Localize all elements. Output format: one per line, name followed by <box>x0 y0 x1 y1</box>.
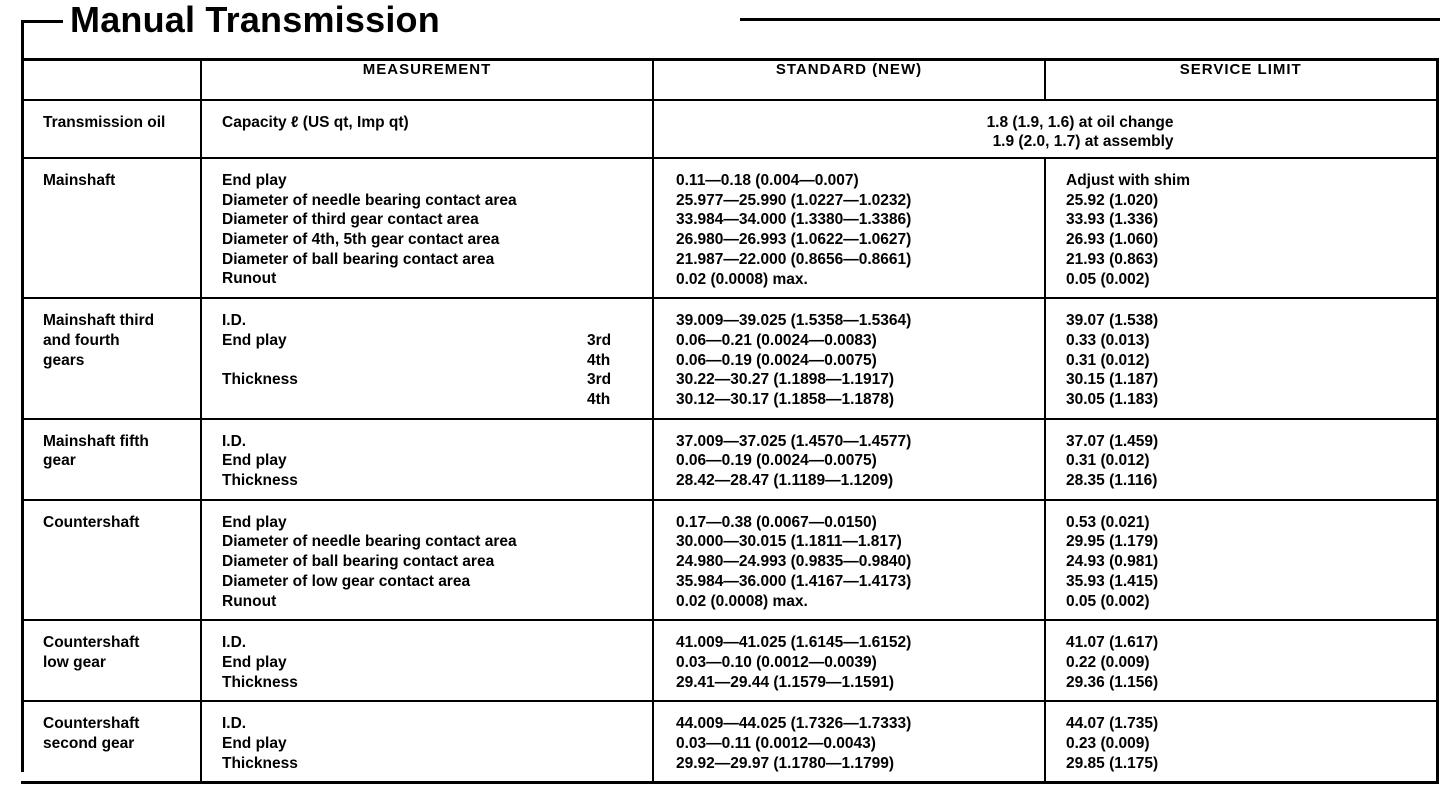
standard-value: 44.009—44.025 (1.7326—1.7333) <box>676 715 912 733</box>
measurement-entry <box>222 633 652 653</box>
measurement-entry <box>222 532 652 552</box>
item-name-line: Mainshaft <box>43 172 116 189</box>
standard-value: 28.42—28.47 (1.1189—1.1209) <box>676 472 894 490</box>
service-limit-value: 44.07 (1.735) <box>1066 715 1159 733</box>
service-limit-value: 0.31 (0.012) <box>1066 351 1150 369</box>
service-limit-value: 29.95 (1.179) <box>1066 533 1159 551</box>
header-measurement: MEASUREMENT <box>201 60 653 101</box>
table-row <box>21 620 1437 701</box>
standard-value: 25.977—25.990 (1.0227—1.0232) <box>676 191 912 209</box>
table-row <box>21 500 1437 621</box>
item-name-line: Mainshaft third <box>43 312 155 330</box>
measurement-entry <box>222 451 652 471</box>
service-limit-value: 21.93 (0.863) <box>1066 250 1159 268</box>
measurement-label: Diameter of 4th, 5th gear contact area <box>222 231 500 249</box>
measurement-entry <box>222 432 652 452</box>
item-name-line: second gear <box>43 735 135 753</box>
standard-value: 0.03—0.10 (0.0012—0.0039) <box>676 653 877 671</box>
table-row <box>21 298 1437 419</box>
service-limit-value: 37.07 (1.459) <box>1066 432 1159 450</box>
title-rule-right <box>740 18 1440 21</box>
measurement-list <box>202 702 652 773</box>
page-title: Manual Transmission <box>70 0 440 40</box>
service-limit-value: 35.93 (1.415) <box>1066 572 1159 590</box>
service-limit-value: 0.53 (0.021) <box>1066 513 1150 531</box>
standard-value: 29.41—29.44 (1.1579—1.1591) <box>676 673 895 691</box>
service-limit-value: 29.85 (1.175) <box>1066 754 1159 772</box>
measurement-entry <box>222 552 652 572</box>
table-row <box>21 701 1437 782</box>
standard-value: 30.000—30.015 (1.1811—1.817) <box>676 533 902 551</box>
item-name <box>21 702 200 753</box>
item-name-line: Countershaft <box>43 513 140 531</box>
standard-list <box>654 702 1044 773</box>
measurement-label: Diameter of needle bearing contact area <box>222 191 517 209</box>
measurement-cell <box>201 620 653 701</box>
measurement-label: I.D. <box>222 312 247 330</box>
measurement-entry <box>222 471 652 491</box>
standard-value: 0.02 (0.0008) max. <box>676 270 808 288</box>
header-row <box>21 60 1437 101</box>
standard-value: 33.984—34.000 (1.3380—1.3386) <box>676 211 912 229</box>
service-limit-value: 30.15 (1.187) <box>1066 371 1159 389</box>
item-name-line: Countershaft <box>43 634 140 652</box>
gear-qualifier: 3rd <box>587 371 612 389</box>
standard-value: 0.11—0.18 (0.004—0.007) <box>676 172 859 189</box>
measurement-label: Diameter of low gear contact area <box>222 572 471 590</box>
item-cell <box>21 701 201 782</box>
item-name-line: gear <box>43 452 76 470</box>
service-limit-value: 0.31 (0.012) <box>1066 452 1150 470</box>
service-limit-value: 0.23 (0.009) <box>1066 735 1150 753</box>
measurement-label: End play <box>222 452 287 470</box>
service-limit-cell <box>1045 158 1437 298</box>
service-limit-value: 33.93 (1.336) <box>1066 211 1159 229</box>
standard-cell <box>653 158 1045 298</box>
standard-value: 39.009—39.025 (1.5358—1.5364) <box>676 312 912 330</box>
measurement-label: Thickness <box>222 673 298 691</box>
measurement-entry <box>222 351 652 371</box>
measurement-label: Diameter of third gear contact area <box>222 211 479 229</box>
table-row <box>21 419 1437 500</box>
service-limit-value: 0.05 (0.002) <box>1066 270 1150 288</box>
measurement-entry <box>222 390 652 410</box>
service-limit-list <box>1046 621 1436 692</box>
standard-value: 0.17—0.38 (0.0067—0.0150) <box>676 513 877 531</box>
measurement-entry <box>222 754 652 774</box>
gear-qualifier: 4th <box>587 351 611 369</box>
oil-item: Transmission oil <box>43 114 166 131</box>
measurement-entry <box>222 592 652 612</box>
measurement-cell <box>201 500 653 621</box>
service-limit-value: 0.22 (0.009) <box>1066 653 1150 671</box>
measurement-entry <box>222 171 652 191</box>
measurement-label: I.D. <box>222 432 247 450</box>
standard-value: 37.009—37.025 (1.4570—1.4577) <box>676 432 912 450</box>
service-limit-value: 25.92 (1.020) <box>1066 191 1159 209</box>
standard-list <box>654 299 1044 410</box>
measurement-label: Thickness <box>222 371 298 389</box>
measurement-entry <box>222 673 652 693</box>
oil-measurement: Capacity ℓ (US qt, Imp qt) <box>222 114 409 131</box>
measurement-list <box>202 159 652 289</box>
item-name-line: low gear <box>43 653 106 671</box>
standard-value: 35.984—36.000 (1.4167—1.4173) <box>676 572 912 590</box>
standard-cell <box>653 500 1045 621</box>
spec-table <box>21 58 1439 784</box>
standard-value: 21.987—22.000 (0.8656—0.8661) <box>676 250 912 268</box>
measurement-label: End play <box>222 331 287 349</box>
service-limit-list <box>1046 159 1436 289</box>
measurement-list <box>202 621 652 692</box>
service-limit-value: 28.35 (1.116) <box>1066 472 1158 490</box>
measurement-list <box>202 501 652 611</box>
measurement-label: End play <box>222 735 287 753</box>
service-limit-list <box>1046 420 1436 491</box>
measurement-label: Runout <box>222 270 277 288</box>
table-row <box>21 158 1437 298</box>
item-name-line: Mainshaft fifth <box>43 432 149 450</box>
measurement-label: Diameter of needle bearing contact area <box>222 533 517 551</box>
service-limit-list <box>1046 299 1436 410</box>
service-limit-cell <box>1045 298 1437 419</box>
item-cell <box>21 298 201 419</box>
measurement-entry <box>222 734 652 754</box>
measurement-entry <box>222 653 652 673</box>
measurement-entry <box>222 250 652 270</box>
service-limit-value: 39.07 (1.538) <box>1066 312 1159 330</box>
measurement-label: I.D. <box>222 715 247 733</box>
standard-list <box>654 159 1044 289</box>
measurement-label: End play <box>222 172 287 189</box>
header-standard: STANDARD (NEW) <box>653 60 1045 101</box>
measurement-label: End play <box>222 513 287 531</box>
measurement-label: Diameter of ball bearing contact area <box>222 250 495 268</box>
standard-value: 29.92—29.97 (1.1780—1.1799) <box>676 754 895 772</box>
standard-value: 0.06—0.21 (0.0024—0.0083) <box>676 331 877 349</box>
standard-cell <box>653 298 1045 419</box>
measurement-entry <box>222 230 652 250</box>
measurement-cell <box>201 701 653 782</box>
oil-capacity-change: 1.8 (1.9, 1.6) at oil change <box>986 114 1174 131</box>
standard-list <box>654 621 1044 692</box>
standard-cell <box>653 419 1045 500</box>
measurement-list <box>202 299 652 409</box>
item-cell <box>21 620 201 701</box>
service-limit-value: 26.93 (1.060) <box>1066 231 1159 249</box>
oil-measurement-cell <box>201 100 653 158</box>
measurement-entry <box>222 370 652 390</box>
service-limit-cell <box>1045 500 1437 621</box>
standard-value: 0.02 (0.0008) max. <box>676 592 808 610</box>
gear-qualifier: 4th <box>587 390 611 408</box>
measurement-list <box>202 420 652 491</box>
measurement-label: Runout <box>222 592 277 610</box>
standard-cell <box>653 701 1045 782</box>
title-rule-left <box>21 20 63 23</box>
measurement-entry <box>222 311 652 331</box>
measurement-label: Thickness <box>222 472 298 490</box>
service-limit-cell <box>1045 419 1437 500</box>
measurement-cell <box>201 298 653 419</box>
standard-value: 0.06—0.19 (0.0024—0.0075) <box>676 452 877 470</box>
measurement-label: I.D. <box>222 634 247 652</box>
standard-value: 24.980—24.993 (0.9835—0.9840) <box>676 553 912 571</box>
item-cell <box>21 158 201 298</box>
service-limit-value: 0.05 (0.002) <box>1066 592 1150 610</box>
item-name <box>21 159 200 191</box>
standard-value: 30.22—30.27 (1.1898—1.1917) <box>676 371 895 389</box>
standard-value: 0.06—0.19 (0.0024—0.0075) <box>676 351 877 369</box>
measurement-entry <box>222 210 652 230</box>
header-item-cell <box>21 60 201 101</box>
service-limit-value: 30.05 (1.183) <box>1066 391 1159 408</box>
standard-value: 0.03—0.11 (0.0012—0.0043) <box>676 735 876 753</box>
service-limit-list <box>1046 501 1436 612</box>
measurement-entry <box>222 572 652 592</box>
standard-list <box>654 420 1044 491</box>
service-limit-value: 29.36 (1.156) <box>1066 673 1159 691</box>
measurement-entry <box>222 331 652 351</box>
oil-capacity-cell <box>653 100 1437 158</box>
standard-value: 26.980—26.993 (1.0622—1.0627) <box>676 231 912 249</box>
item-name <box>21 420 200 471</box>
measurement-label: Thickness <box>222 754 298 772</box>
item-name-line: Countershaft <box>43 715 140 733</box>
oil-item-cell <box>21 100 201 158</box>
measurement-entry <box>222 714 652 734</box>
service-limit-cell <box>1045 620 1437 701</box>
header-service-limit: SERVICE LIMIT <box>1045 60 1437 101</box>
service-limit-cell <box>1045 701 1437 782</box>
standard-cell <box>653 620 1045 701</box>
item-cell <box>21 500 201 621</box>
item-name-line: gears <box>43 351 85 369</box>
gear-qualifier: 3rd <box>587 331 612 349</box>
oil-capacity-assembly: 1.9 (2.0, 1.7) at assembly <box>992 133 1174 150</box>
standard-value: 30.12—30.17 (1.1858—1.1878) <box>676 391 895 408</box>
service-limit-value: 0.33 (0.013) <box>1066 331 1150 349</box>
item-cell <box>21 419 201 500</box>
oil-row <box>21 100 1437 158</box>
measurement-entry <box>222 269 652 289</box>
measurement-cell <box>201 419 653 500</box>
measurement-entry <box>222 513 652 533</box>
measurement-cell <box>201 158 653 298</box>
item-name <box>21 501 200 533</box>
measurement-entry <box>222 191 652 211</box>
item-name-line: and fourth <box>43 331 120 349</box>
service-limit-value: Adjust with shim <box>1066 172 1190 189</box>
item-name <box>21 621 200 672</box>
measurement-label: Diameter of ball bearing contact area <box>222 553 495 571</box>
standard-value: 41.009—41.025 (1.6145—1.6152) <box>676 634 912 652</box>
standard-list <box>654 501 1044 612</box>
service-limit-value: 41.07 (1.617) <box>1066 634 1159 652</box>
service-limit-list <box>1046 702 1436 773</box>
measurement-label: End play <box>222 653 287 671</box>
oil-capacity <box>654 101 1436 151</box>
item-name <box>21 299 200 370</box>
service-limit-value: 24.93 (0.981) <box>1066 553 1159 571</box>
